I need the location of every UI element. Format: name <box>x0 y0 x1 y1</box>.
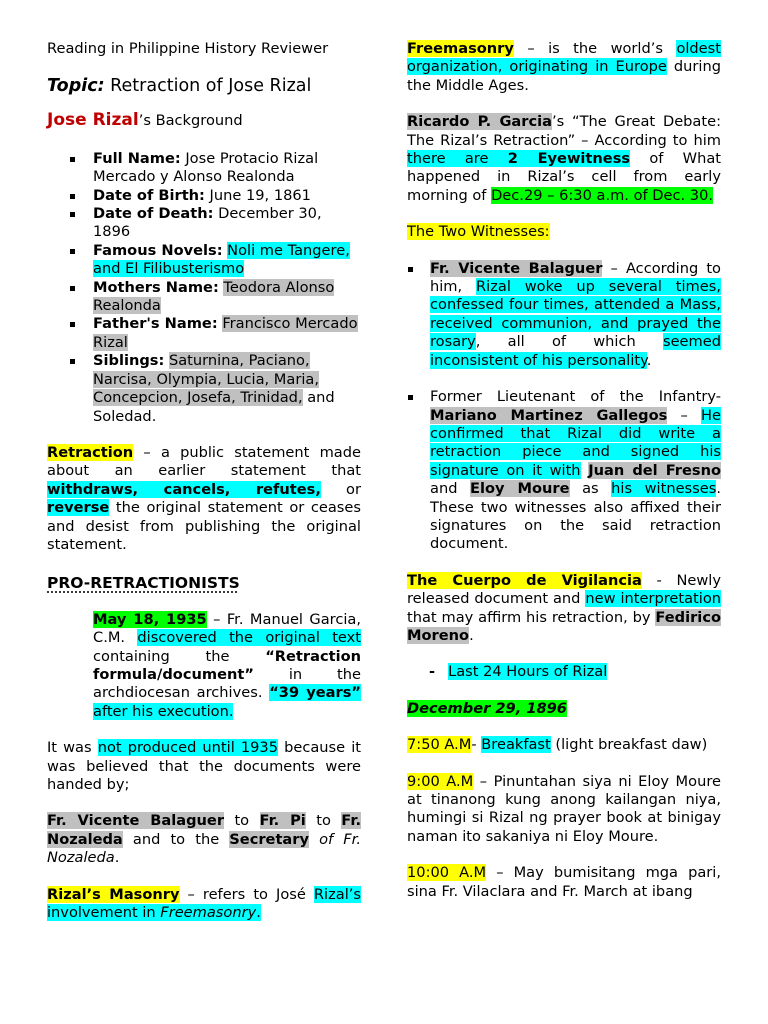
square-bullet-icon <box>70 286 75 291</box>
witnesses-heading: The Two Witnesses: <box>407 223 550 241</box>
topic-line <box>47 76 361 97</box>
square-bullet-icon <box>408 267 413 272</box>
witness-list <box>407 260 721 554</box>
cuerpo-paragraph: The Cuerpo de Vigilancia - Newly released document and new interpretation that may affirm his retraction, by Fedirico Moreno. <box>407 571 721 644</box>
square-bullet-icon <box>408 395 413 400</box>
square-bullet-icon <box>70 212 75 217</box>
timeline-entry: 10:00 A.M – May bumisitang mga pari, sina Fr. Vilaclara and Fr. March at ibang <box>407 864 721 900</box>
square-bullet-icon <box>70 249 75 254</box>
list-item: Date of Birth: June 19, 1861 <box>47 187 361 205</box>
pro-paragraph: May 18, 1935 – Fr. Manuel Garcia, C.M. discovered the original text containing the “Retraction formula/document” in the archdiocesan archives. “39 years” after his execution. <box>93 610 362 720</box>
right-column <box>407 40 721 901</box>
background-heading <box>47 111 361 130</box>
pro-retractionists-heading: PRO-RETRACTIONISTS <box>47 574 240 593</box>
square-bullet-icon <box>70 157 75 162</box>
square-bullet-icon <box>70 322 75 327</box>
handover-chain: Fr. Vicente Balaguer to Fr. Pi to Fr. Nozaleda and to the Secretary of Fr. Nozaleda. <box>47 812 361 867</box>
background-list <box>47 150 361 426</box>
topic-label: Topic: <box>47 76 105 97</box>
left-column <box>47 40 361 922</box>
timeline-entry: 7:50 A.M- Breakfast (light breakfast daw) <box>407 736 708 754</box>
last-24-hours: - Last 24 Hours of Rizal <box>429 663 608 681</box>
square-bullet-icon <box>70 194 75 199</box>
background-suffix: ’s Background <box>138 112 243 130</box>
list-item: Date of Death: December 30, 1896 <box>47 205 361 242</box>
reviewer-title: Reading in Philippine History Reviewer <box>47 40 329 57</box>
list-item: Siblings: Saturnina, Paciano, Narcisa, Olympia, Lucia, Maria, Concepcion, Josefa, Trinidad, and Soledad. <box>47 352 361 426</box>
topic-text: Retraction of Jose Rizal <box>104 76 312 97</box>
list-item: Former Lieutenant of the Infantry- Mariano Martinez Gallegos – He confirmed that Rizal did write a retraction piece and signed his signature on it with Juan del Fresno and Eloy Moure as his witnesses. These two witnesses also affixed their signatures on the said retraction document. <box>407 388 721 554</box>
day-heading: December 29, 1896 <box>407 699 567 717</box>
square-bullet-icon <box>70 359 75 364</box>
rizal-name: Jose Rizal <box>47 110 139 131</box>
list-item: Famous Novels: Noli me Tangere, and El Filibusterismo <box>47 242 361 279</box>
timeline-entry: 9:00 A.M – Pinuntahan siya ni Eloy Moure at tinanong kung anong kailangan niya, humingi si Rizal ng prayer book at binigay naman ito sakaniya ni Eloy Moure. <box>407 772 721 845</box>
list-item: Father's Name: Francisco Mercado Rizal <box>47 315 361 352</box>
garcia-paragraph: Ricardo P. Garcia’s “The Great Debate: The Rizal’s Retraction” – According to him there are 2 Eyewitness of What happened in Rizal’s cell from early morning of Dec.29 – 6:30 a.m. of Dec. 30. <box>407 113 721 204</box>
list-item: Full Name: Jose Protacio Rizal Mercado y Alonso Realonda <box>47 150 361 187</box>
list-item: Fr. Vicente Balaguer – According to him, Rizal woke up several times, confessed four times, attended a Mass, received communion, and prayed the rosary, all of which seemed inconsistent of his personality. <box>407 260 721 370</box>
produced-paragraph: It was not produced until 1935 because it was believed that the documents were handed by; <box>47 739 361 793</box>
retraction-definition: Retraction – a public statement made about an earlier statement that withdraws, cancels, refutes, or reverse the original statement or ceases and desist from publishing the original statement. <box>47 443 361 553</box>
list-item: Mothers Name: Teodora Alonso Realonda <box>47 279 361 316</box>
freemasonry-definition: Freemasonry – is the world’s oldest organization, originating in Europe during the Middle Ages. <box>407 40 721 94</box>
masonry-definition: Rizal’s Masonry – refers to José Rizal’s involvement in Freemasonry. <box>47 885 362 922</box>
